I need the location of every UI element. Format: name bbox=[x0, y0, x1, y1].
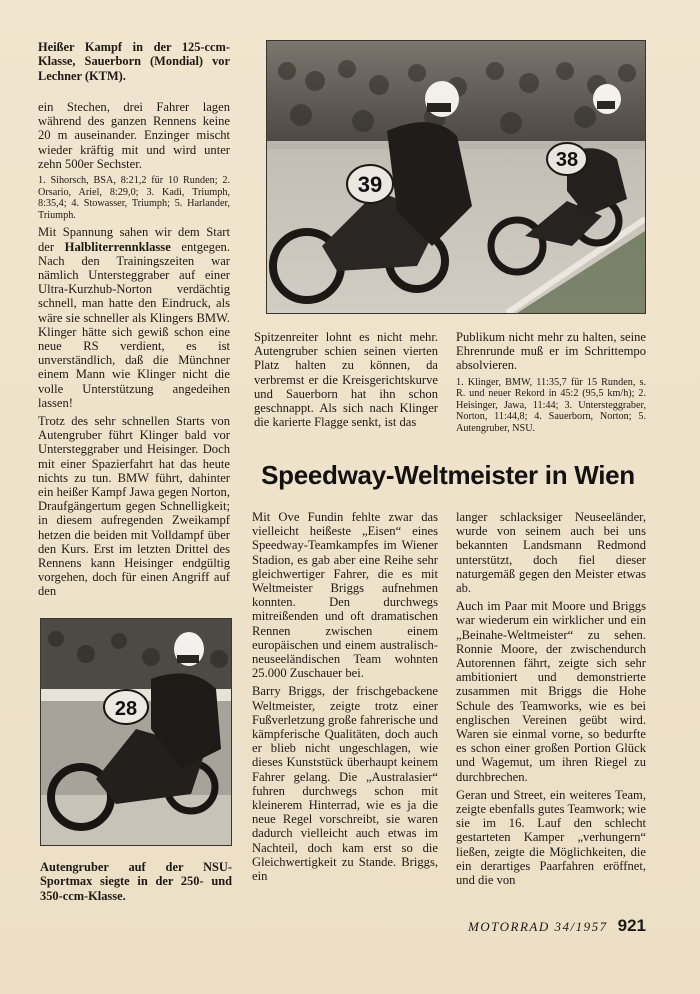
results-500cc: 1. Klinger, BMW, 11:35,7 für 15 Runden, s. R. und neuer Rekord in 45:2 (95,5 km/h); 2. Heisinger, Jawa, 11:44; 3. Untersteggraber, Norton, 11:44,8; 4. Sauerborn, Norton; 5. Autengruber, NSU. bbox=[456, 376, 646, 434]
middle-column-article bbox=[252, 510, 438, 887]
left-paragraph-2: Mit Spannung sahen wir dem Start der Halbliterrennklasse entgegen. Nach den Trainingszeiten war nämlich Untersteggraber auf einer Ultra-Kurzhub-Norton verdächtig schnell, man hatte den Eindruck, als wäre sie schneller als Klingers BMW. Klinger hätte sich gewiß schon eine neue RS verdient, es ist unverständlich, daß die Münchner einem Mann wie Klinger nicht die volle Unterstützung angedeihen lassen! bbox=[38, 225, 230, 410]
left-column bbox=[38, 100, 230, 603]
middle-column-top: Spitzenreiter lohnt es nicht mehr. Autengruber schien seinen vierten Platz halten zu können, da verbremst er die Kreisgerichtskurve und Sauerborn hat ihn schon geschnappt. Als sich nach Klinger die karierte Flagge senkt, ist das bbox=[254, 330, 438, 430]
page-number: 921 bbox=[617, 916, 646, 935]
right-top-paragraph: Publikum nicht mehr zu halten, seine Ehrenrunde muß er im Schrittempo absolvieren. bbox=[456, 330, 646, 373]
rider-1-number: 39 bbox=[357, 172, 383, 197]
article-paragraph-4: Auch im Paar mit Moore und Briggs war wiederum ein wirklicher und ein „Beinahe-Weltmeister“ zu sehen. Ronnie Moore, der zwischendurch Autorennen fährt, zeigte sich sehr ambitioniert und demonstrierte zusammen mit Briggs die Hohe Schule des Teamworks, wie es bei englischen Vereinen geübt wird. Waren sie einmal vorne, so bedurfte es schon einer großen Portion Glück und Wagemut, um ihren Riegel zu durchbrechen. bbox=[456, 599, 646, 784]
left-paragraph-3: Trotz des sehr schnellen Starts von Autengruber führt Klinger bald vor Untersteggraber und Heisinger. Doch mit einer Spazierfahrt hat das heute nichts zu tun. BMW führt, dahinter ein heißer Kampf Jawa gegen Norton, Draufgängertum gegen Schnelligkeit; in diesem aufregenden Zweikampf hetzen die beiden mit Volldampf über den Kurs. Erst im letzten Drittel des Rennens kann Heisinger endgültig vorgehen, doch für einen Angriff auf den bbox=[38, 414, 230, 599]
race-photo-top bbox=[266, 40, 646, 314]
caption-bottom: Autengruber auf der NSU-Sportmax siegte in der 250- und 350-ccm-Klasse. bbox=[40, 860, 232, 903]
article-paragraph-2: Barry Briggs, der frischgebackene Weltmeister, zeigte trotz einer Fußverletzung große fahrerische und kämpferische Qualitäten, doch auch er blieb nicht ungeschlagen, wie dieses Kunststück überhaupt keinem Fahrer gelang. Die „Australasier“ fuhren durchwegs schon mit kleinerem Hinterrad, wie es ja die neue Regel vorschreibt, sie waren dadurch vielleicht auch etwas im Nachteil, doch kam erst so die Gleichwertigkeit zu Stande. Briggs, ein bbox=[252, 684, 438, 884]
left-paragraph-1: ein Stechen, drei Fahrer lagen während des ganzen Rennens keine 20 m auseinander. Enzinger mischt wieder kräftig mit und wird unter zehn 500er Sechster. bbox=[38, 100, 230, 171]
right-column-article bbox=[456, 510, 646, 891]
right-column-top bbox=[456, 330, 646, 439]
rider-2-number: 38 bbox=[555, 149, 579, 171]
article-headline: Speedway-Weltmeister in Wien bbox=[261, 460, 635, 490]
rider-3-number: 28 bbox=[114, 698, 138, 720]
magazine-issue: MOTORRAD 34/1957 bbox=[467, 919, 608, 934]
article-paragraph-1: Mit Ove Fundin fehlte zwar das vielleicht heißeste „Eisen“ eines Speedway-Teamkampfes im Wiener Stadion, es gab aber eine Reihe sehr gleichwertiger Fahrer, die es mit Weltmeister Briggs aufnehmen konnten. Den durchwegs mitreißenden und oft dramatischen Rennen zwischen einem europäischen und einem australisch-neuseeländischen Team wohnten 25.000 Zuschauer bei. bbox=[252, 510, 438, 681]
race-photo-top-image bbox=[267, 41, 645, 313]
race-photo-bottom bbox=[40, 618, 232, 846]
race-photo-bottom-image bbox=[41, 619, 231, 845]
article-paragraph-3: langer schlacksiger Neuseeländer, wurde von seinem auch bei uns bekannten Landsmann Redmond unterstützt, doch fiel dieser naturgemäß gegen den Meister etwas ab. bbox=[456, 510, 646, 596]
caption-top: Heißer Kampf in der 125-ccm-Klasse, Sauerborn (Mondial) vor Lechner (KTM). bbox=[38, 40, 230, 83]
class-name: Halbliterrennklasse bbox=[64, 239, 171, 254]
results-sidecar: 1. Sihorsch, BSA, 8:21,2 für 10 Runden; 2. Orsario, Ariel, 8:29,0; 3. Kadi, Triumph, 8:35,4; 4. Stowasser, Triumph; 5. Harlander, Triumph. bbox=[38, 175, 230, 221]
article-paragraph-5: Geran und Street, ein weiteres Team, zeigte ebenfalls gutes Teamwork; wie sie im 16. Lauf den schlecht gestarteten Kamper „verhungern“ ließen, zeigte die Möglichkeiten, die ein derartiges Paarfahren eröffnet, und die von bbox=[456, 787, 646, 888]
page-footer bbox=[456, 916, 646, 936]
